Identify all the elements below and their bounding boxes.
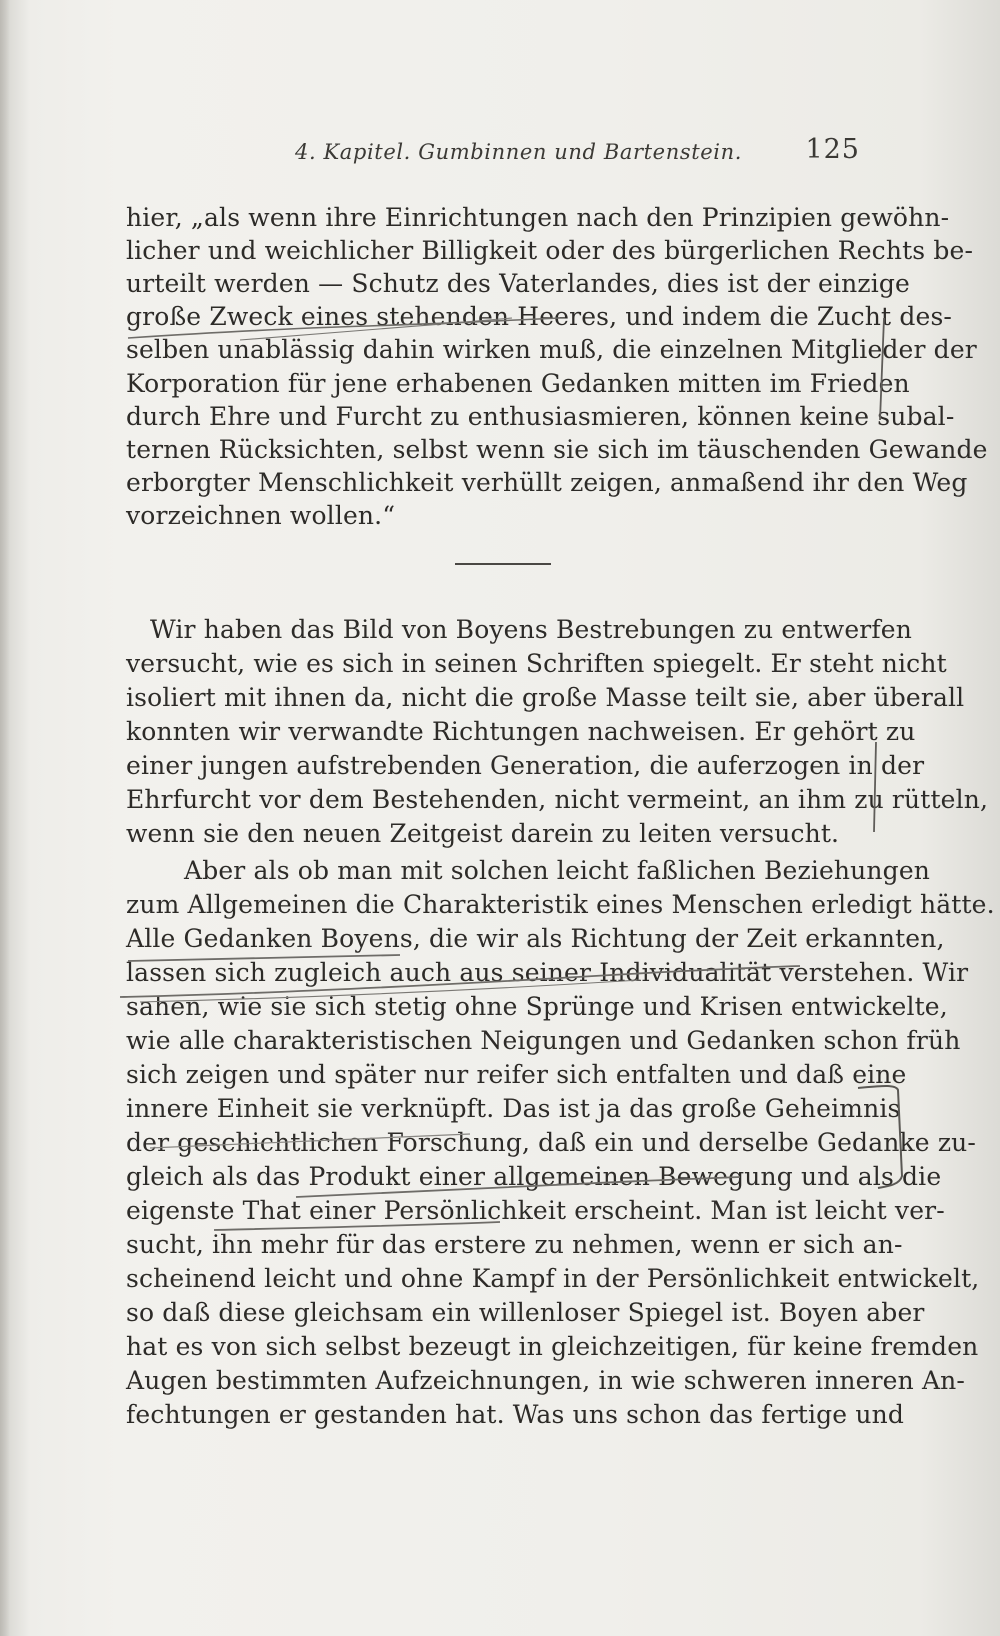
text-line: durch Ehre und Furcht zu enthusiasmieren, können keine subal-	[126, 402, 955, 431]
pencil-margin-mark	[874, 742, 876, 832]
text-line: versucht, wie es sich in seinen Schriften spiegelt. Er steht nicht	[126, 649, 947, 678]
text-line: hat es von sich selbst bezeugt in gleichzeitigen, für keine fremden	[126, 1332, 979, 1361]
text-line: Ehrfurcht vor dem Bestehenden, nicht vermeint, an ihm zu rütteln,	[126, 785, 989, 814]
text-line: innere Einheit sie verknüpft. Das ist ja das große Geheimnis	[126, 1094, 901, 1123]
text-line: wie alle charakteristischen Neigungen und Gedanken schon früh	[126, 1026, 961, 1055]
text-line: vorzeichnen wollen.“	[126, 501, 396, 530]
pencil-underline	[128, 955, 400, 961]
text-line: große Zweck eines stehenden Heeres, und indem die Zucht des-	[126, 302, 953, 331]
text-line: ternen Rücksichten, selbst wenn sie sich im täuschenden Gewande	[126, 435, 988, 464]
text-line: der geschichtlichen Forschung, daß ein und derselbe Gedanke zu-	[126, 1128, 977, 1157]
text-line: gleich als das Produkt einer allgemeinen Bewegung und als die	[126, 1162, 942, 1191]
text-line: selben unablässig dahin wirken muß, die einzelnen Mitglieder der	[126, 335, 977, 364]
text-line: eigenste That einer Persönlichkeit erscheint. Man ist leicht ver-	[126, 1196, 945, 1225]
text-line: isoliert mit ihnen da, nicht die große Masse teilt sie, aber überall	[126, 683, 965, 712]
pencil-underline	[150, 1134, 470, 1148]
text-line: erborgter Menschlichkeit verhüllt zeigen, anmaßend ihr den Weg	[126, 468, 968, 497]
pencil-underline	[120, 966, 800, 997]
text-line: urteilt werden — Schutz des Vaterlandes, dies ist der einzige	[126, 269, 910, 298]
pencil-underline	[140, 980, 640, 1002]
pencil-underline	[296, 1177, 740, 1197]
pencil-margin-bracket	[858, 1086, 902, 1188]
text-line: Wir haben das Bild von Boyens Bestrebungen zu entwerfen	[150, 615, 912, 644]
pencil-underline	[128, 318, 560, 338]
text-line: Augen bestimmten Aufzeichnungen, in wie schweren inneren An-	[126, 1366, 966, 1395]
text-line: sucht, ihn mehr für das erstere zu nehmen, wenn er sich an-	[126, 1230, 903, 1259]
text-line: konnten wir verwandte Richtungen nachweisen. Er gehört zu	[126, 717, 916, 746]
text-line: einer jungen aufstrebenden Generation, die auferzogen in der	[126, 751, 925, 780]
text-line: hier, „als wenn ihre Einrichtungen nach den Prinzipien gewöhn-	[126, 203, 950, 232]
text-line: licher und weichlicher Billigkeit oder des bürgerlichen Rechts be-	[126, 236, 974, 265]
pencil-margin-mark	[880, 318, 884, 420]
text-line: scheinend leicht und ohne Kampf in der Persönlichkeit entwickelt,	[126, 1264, 980, 1293]
text-line: sahen, wie sie sich stetig ohne Sprünge und Krisen entwickelte,	[126, 992, 948, 1021]
text-line: lassen sich zugleich auch aus seiner Individualität verstehen. Wir	[126, 958, 969, 987]
text-line: so daß diese gleichsam ein willenloser Spiegel ist. Boyen aber	[126, 1298, 925, 1327]
running-title: 4. Kapitel. Gumbinnen und Bartenstein.	[295, 140, 742, 164]
text-line: Alle Gedanken Boyens, die wir als Richtung der Zeit erkannten,	[126, 924, 945, 953]
text-line: sich zeigen und später nur reifer sich entfalten und daß eine	[126, 1060, 907, 1089]
text-line: wenn sie den neuen Zeitgeist darein zu leiten versucht.	[126, 819, 840, 848]
text-line: Korporation für jene erhabenen Gedanken mitten im Frieden	[126, 369, 910, 398]
page-number: 125	[805, 134, 860, 165]
text-line: zum Allgemeinen die Charakteristik eines Menschen erledigt hätte.	[126, 890, 995, 919]
text-line: fechtungen er gestanden hat. Was uns schon das fertige und	[126, 1400, 904, 1429]
text-line: Aber als ob man mit solchen leicht faßlichen Beziehungen	[184, 856, 931, 885]
pencil-underline	[214, 1222, 500, 1230]
